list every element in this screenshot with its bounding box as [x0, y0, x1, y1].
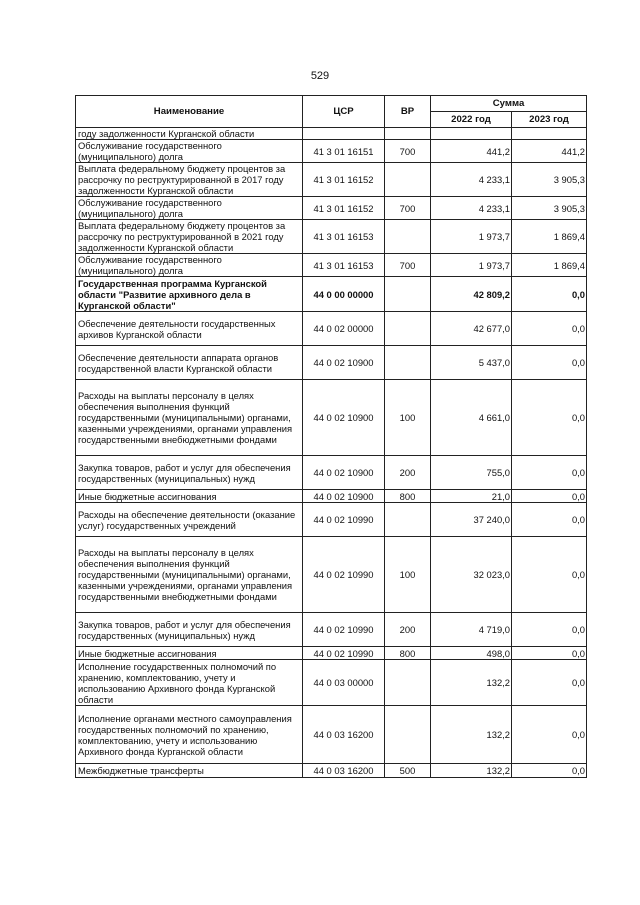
row-csr-cell: 44 0 02 10990	[303, 647, 385, 660]
row-2023-cell: 1 869,4	[512, 254, 587, 277]
row-csr-cell: 41 3 01 16151	[303, 140, 385, 163]
row-2022-cell: 1 973,7	[431, 220, 512, 254]
row-2023-cell: 0,0	[512, 503, 587, 537]
row-2022-cell: 132,2	[431, 706, 512, 764]
row-vr-cell: 800	[385, 490, 431, 503]
table-row	[76, 380, 587, 456]
row-2023-cell: 441,2	[512, 140, 587, 163]
row-csr-cell: 44 0 02 10990	[303, 503, 385, 537]
row-2023-cell: 0,0	[512, 346, 587, 380]
row-csr-cell: 41 3 01 16153	[303, 220, 385, 254]
row-csr-cell: 44 0 00 00000	[303, 277, 385, 312]
row-name-cell: Закупка товаров, работ и услуг для обеспечения государственных (муниципальных) нужд	[76, 613, 303, 647]
row-2023-cell: 0,0	[512, 660, 587, 706]
row-2023-cell	[512, 128, 587, 140]
table-row	[76, 613, 587, 647]
row-2022-cell: 42 809,2	[431, 277, 512, 312]
row-name-cell: году задолженности Курганской области	[76, 128, 303, 140]
header-vr: ВР	[385, 96, 431, 128]
row-name-cell: Обслуживание государственного (муниципального) долга	[76, 140, 303, 163]
row-csr-cell: 44 0 02 10900	[303, 346, 385, 380]
table-row	[76, 647, 587, 660]
row-2022-cell: 4 233,1	[431, 197, 512, 220]
row-2023-cell: 0,0	[512, 456, 587, 490]
row-2022-cell: 132,2	[431, 660, 512, 706]
row-vr-cell: 200	[385, 456, 431, 490]
row-vr-cell: 500	[385, 764, 431, 778]
table-row	[76, 128, 587, 140]
table-row	[76, 503, 587, 537]
row-name-cell: Иные бюджетные ассигнования	[76, 490, 303, 503]
row-csr-cell: 41 3 01 16152	[303, 197, 385, 220]
row-vr-cell: 100	[385, 537, 431, 613]
row-2022-cell: 32 023,0	[431, 537, 512, 613]
row-2022-cell: 21,0	[431, 490, 512, 503]
row-name-cell: Обеспечение деятельности государственных архивов Курганской области	[76, 312, 303, 346]
table-row	[76, 456, 587, 490]
row-2022-cell: 5 437,0	[431, 346, 512, 380]
row-vr-cell: 700	[385, 197, 431, 220]
row-2023-cell: 1 869,4	[512, 220, 587, 254]
row-2022-cell: 1 973,7	[431, 254, 512, 277]
row-2022-cell: 4 719,0	[431, 613, 512, 647]
row-2023-cell: 0,0	[512, 312, 587, 346]
row-2022-cell: 132,2	[431, 764, 512, 778]
row-2023-cell: 0,0	[512, 490, 587, 503]
row-csr-cell: 41 3 01 16152	[303, 163, 385, 197]
row-csr-cell: 44 0 03 00000	[303, 660, 385, 706]
row-2022-cell: 37 240,0	[431, 503, 512, 537]
row-2022-cell	[431, 128, 512, 140]
row-vr-cell: 700	[385, 140, 431, 163]
row-name-cell: Расходы на выплаты персоналу в целях обеспечения выполнения функций государственными (муниципальными) органами, казенными учреждениями, органами управления государственными внебюджетными фондами	[76, 380, 303, 456]
row-2022-cell: 4 661,0	[431, 380, 512, 456]
row-name-cell: Государственная программа Курганской области "Развитие архивного дела в Курганской области"	[76, 277, 303, 312]
row-name-cell: Обслуживание государственного (муниципального) долга	[76, 254, 303, 277]
row-csr-cell: 44 0 02 10990	[303, 537, 385, 613]
row-name-cell: Выплата федеральному бюджету процентов за рассрочку по реструктурированной в 2017 году задолженности Курганской области	[76, 163, 303, 197]
table-row	[76, 346, 587, 380]
table-row	[76, 197, 587, 220]
row-vr-cell	[385, 128, 431, 140]
row-2022-cell: 441,2	[431, 140, 512, 163]
row-name-cell: Иные бюджетные ассигнования	[76, 647, 303, 660]
row-vr-cell	[385, 312, 431, 346]
row-vr-cell	[385, 346, 431, 380]
row-vr-cell	[385, 503, 431, 537]
row-name-cell: Обслуживание государственного (муниципального) долга	[76, 197, 303, 220]
row-2023-cell: 0,0	[512, 537, 587, 613]
table-row	[76, 706, 587, 764]
row-name-cell: Расходы на выплаты персоналу в целях обеспечения выполнения функций государственными (муниципальными) органами, казенными учреждениями, органами управления государственными внебюджетными фондами	[76, 537, 303, 613]
row-vr-cell	[385, 277, 431, 312]
row-vr-cell	[385, 660, 431, 706]
row-vr-cell	[385, 220, 431, 254]
table-row	[76, 220, 587, 254]
row-2023-cell: 0,0	[512, 647, 587, 660]
row-2023-cell: 0,0	[512, 277, 587, 312]
table-row	[76, 254, 587, 277]
header-csr: ЦСР	[303, 96, 385, 128]
row-2022-cell: 755,0	[431, 456, 512, 490]
row-csr-cell: 44 0 02 00000	[303, 312, 385, 346]
row-2022-cell: 4 233,1	[431, 163, 512, 197]
table-row	[76, 163, 587, 197]
row-2023-cell: 3 905,3	[512, 197, 587, 220]
page-number: 529	[310, 70, 330, 82]
row-vr-cell: 700	[385, 254, 431, 277]
row-csr-cell	[303, 128, 385, 140]
row-vr-cell: 100	[385, 380, 431, 456]
header-sum: Сумма	[431, 96, 587, 112]
row-csr-cell: 44 0 02 10900	[303, 380, 385, 456]
table-row	[76, 140, 587, 163]
row-2023-cell: 0,0	[512, 613, 587, 647]
row-name-cell: Выплата федеральному бюджету процентов за рассрочку по реструктурированной в 2021 году задолженности Курганской области	[76, 220, 303, 254]
table-body	[76, 128, 587, 778]
row-vr-cell	[385, 163, 431, 197]
table-row	[76, 277, 587, 312]
row-csr-cell: 44 0 03 16200	[303, 764, 385, 778]
row-csr-cell: 41 3 01 16153	[303, 254, 385, 277]
row-name-cell: Закупка товаров, работ и услуг для обеспечения государственных (муниципальных) нужд	[76, 456, 303, 490]
row-name-cell: Обеспечение деятельности аппарата органов государственной власти Курганской области	[76, 346, 303, 380]
budget-table	[75, 95, 587, 778]
row-csr-cell: 44 0 02 10900	[303, 490, 385, 503]
row-vr-cell	[385, 706, 431, 764]
header-year-2023: 2023 год	[512, 112, 587, 128]
row-name-cell: Исполнение органами местного самоуправления государственных полномочий по хранению, комплектованию, учету и использованию Архивного фонда Курганской области	[76, 706, 303, 764]
row-2023-cell: 0,0	[512, 764, 587, 778]
row-2023-cell: 3 905,3	[512, 163, 587, 197]
row-2023-cell: 0,0	[512, 380, 587, 456]
row-name-cell: Межбюджетные трансферты	[76, 764, 303, 778]
table-row	[76, 490, 587, 503]
row-name-cell: Исполнение государственных полномочий по хранению, комплектованию, учету и использованию Архивного фонда Курганской области	[76, 660, 303, 706]
table-row	[76, 764, 587, 778]
row-csr-cell: 44 0 03 16200	[303, 706, 385, 764]
row-vr-cell: 200	[385, 613, 431, 647]
table-row	[76, 537, 587, 613]
row-name-cell: Расходы на обеспечение деятельности (оказание услуг) государственных учреждений	[76, 503, 303, 537]
table-row	[76, 312, 587, 346]
row-csr-cell: 44 0 02 10900	[303, 456, 385, 490]
row-2023-cell: 0,0	[512, 706, 587, 764]
table-row	[76, 660, 587, 706]
row-2022-cell: 42 677,0	[431, 312, 512, 346]
row-2022-cell: 498,0	[431, 647, 512, 660]
row-vr-cell: 800	[385, 647, 431, 660]
row-csr-cell: 44 0 02 10990	[303, 613, 385, 647]
header-year-2022: 2022 год	[431, 112, 512, 128]
header-name: Наименование	[76, 96, 303, 128]
